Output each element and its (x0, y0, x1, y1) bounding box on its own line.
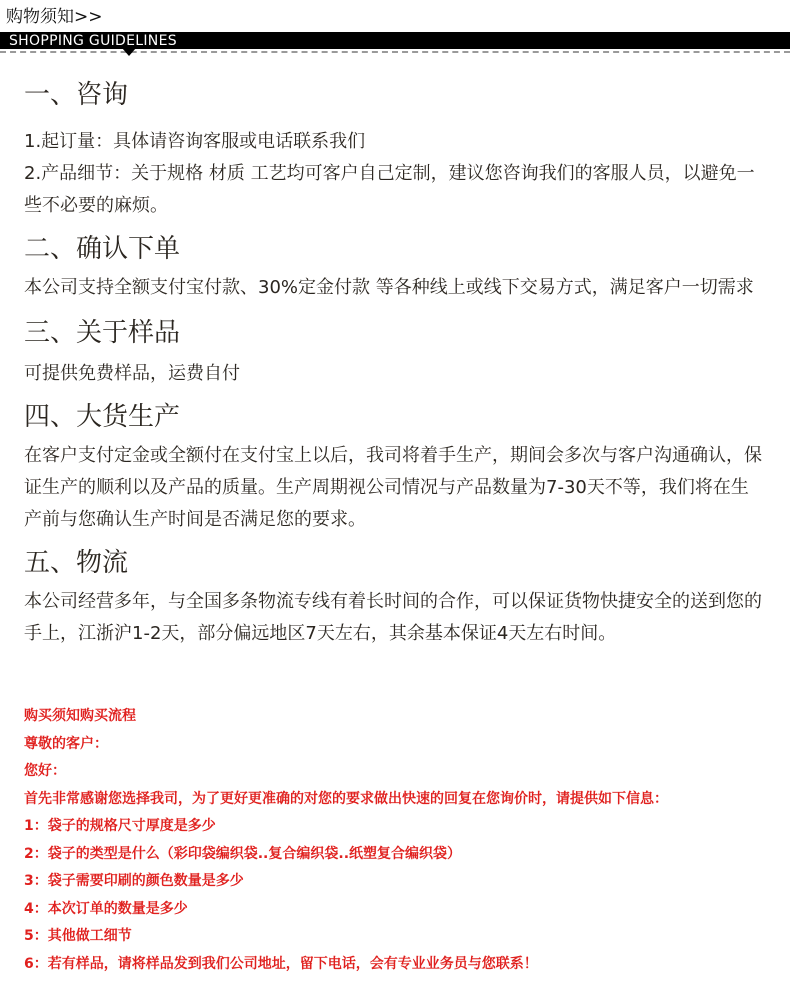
notice-item: 1：袋子的规格尺寸厚度是多少 (24, 818, 216, 834)
guidelines-content (24, 72, 764, 650)
banner-title: SHOPPING GUIDELINES (9, 33, 177, 49)
notice-item: 5：其他做工细节 (24, 928, 132, 944)
section-samples (24, 304, 764, 358)
notice-item: 6：若有样品，请将样品发到我们公司地址，留下电话，会有专业业务员与您联系！ (24, 955, 538, 972)
notice-hello: 您好： (24, 763, 66, 779)
section-heading: 一、咨询 (24, 80, 129, 110)
notice-item: 2：袋子的类型是什么（彩印袋编织袋..复合编织袋..纸塑复合编织袋） (24, 845, 462, 862)
section-paragraph: 在客户支付定金或全额付在支付宝上以后，我司将着手生产，期间会多次与客户沟通确认，保证生产的顺利以及产品的质量。生产周期视公司情况与产品数量为7-30天不等，我们将在生产前与您确认生产时间是否满足您的要求。 (24, 445, 762, 530)
section-paragraph: 本公司支持全额支付宝付款、30%定金付款 等各种线上或线下交易方式，满足客户一切需求 (24, 277, 754, 298)
section-paragraph: 本公司经营多年，与全国多条物流专线有着长时间的合作，可以保证货物快捷安全的送到您的手上，江浙沪1-2天，部分偏远地区7天左右，其余基本保证4天左右时间。 (24, 591, 762, 644)
purchase-notice (24, 703, 784, 978)
section-heading: 四、大货生产 (24, 402, 181, 432)
section-paragraph: 可提供免费样品，运费自付 (24, 363, 240, 384)
section-logistics (24, 536, 764, 586)
dashed-divider (0, 51, 790, 53)
notice-intro: 首先非常感谢您选择我司，为了更好更准确的对您的要求做出快速的回复在您询价时，请提供如下信息： (24, 790, 668, 807)
notice-item: 4：本次订单的数量是多少 (24, 900, 188, 917)
guidelines-banner (0, 32, 790, 49)
section-heading: 三、关于样品 (24, 318, 181, 348)
banner-pointer-icon (122, 48, 136, 56)
section-paragraph: 1.起订量：具体请咨询客服或电话联系我们 (24, 131, 366, 152)
notice-greeting: 尊敬的客户： (24, 735, 108, 752)
page-title: 购物须知>> (6, 7, 103, 27)
section-production (24, 390, 764, 440)
section-order (24, 222, 764, 272)
section-paragraph: 2.产品细节：关于规格 材质 工艺均可客户自己定制，建议您咨询我们的客服人员，以避免一些不必要的麻烦。 (24, 163, 755, 216)
section-consult (24, 72, 764, 126)
notice-title: 购买须知购买流程 (24, 708, 136, 724)
section-heading: 五、物流 (24, 548, 129, 578)
notice-item: 3：袋子需要印刷的颜色数量是多少 (24, 873, 244, 889)
section-heading: 二、确认下单 (24, 234, 181, 264)
